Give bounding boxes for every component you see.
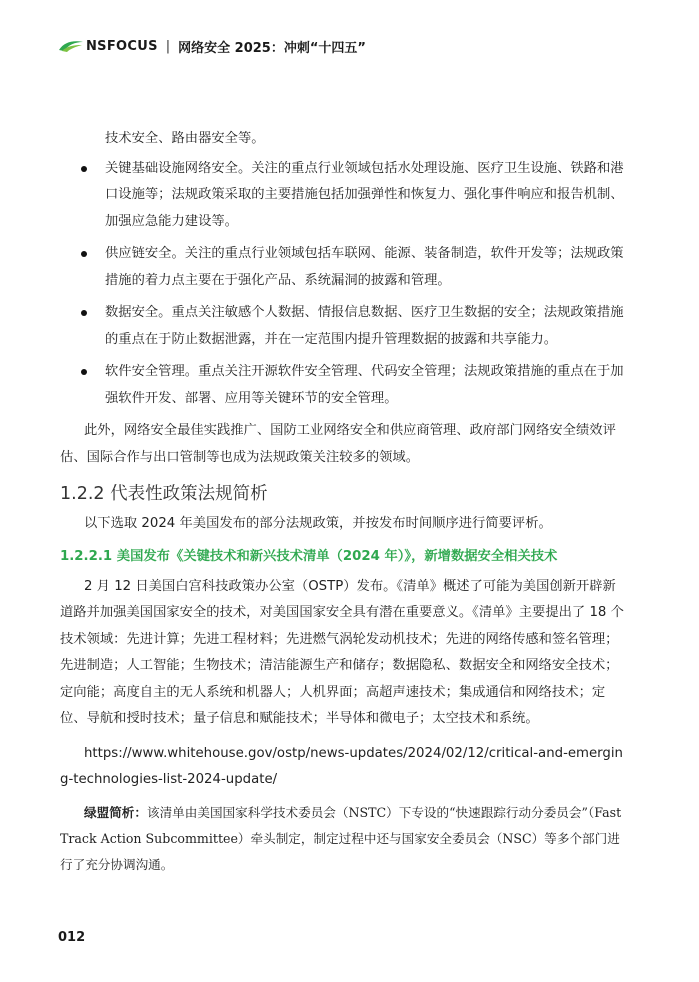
subsection-body: 2 月 12 日美国白宫科技政策办公室（OSTP）发布。《清单》概述了可能为美国创新开辟新道路并加强美国国家安全的技术，对美国国家安全具有潜在重要意义。《清单》主要提出了 18 个技术领域：先进计算；先进工程材料；先进燃气涡轮发动机技术；先进的网络传感和签名管理；先进制造；人工智能；生物技术；清洁能源生产和储存；数据隐私、数据安全和网络安全技术；定向能；高度自主的无人系统和机器人；人机界面；高超声速技术；集成通信和网络技术；定位、导航和授时技术；量子信息和赋能技术；半导体和微电子；太空技术和系统。 bbox=[60, 578, 624, 726]
comment-text: 该清单由美国国家科学技术委员会（NSTC）下专设的“快速跟踪行动分委员会”（Fast Track Action Subcommittee）牵头制定，制定过程中还与国家安全委员会（NSC）等多个部门进行了充分协调沟通。 bbox=[60, 804, 622, 872]
section-heading: 1.2.2 代表性政策法规简析 bbox=[60, 484, 268, 504]
report-title: 网络安全 2025：冲刺“十四五” bbox=[178, 40, 366, 56]
analysis-comment bbox=[60, 800, 626, 878]
list-item bbox=[60, 156, 626, 236]
bullet-text: 关键基础设施网络安全。关注的重点行业领域包括水处理设施、医疗卫生设施、铁路和港口设施等；法规政策采取的主要措施包括加强弹性和恢复力、强化事件响应和报告机制、加强应急能力建设等。 bbox=[105, 160, 624, 229]
bullet-dot-icon bbox=[81, 369, 87, 375]
section-intro: 以下选取 2024 年美国发布的部分法规政策，并按发布时间顺序进行简要评析。 bbox=[84, 516, 552, 531]
comment-label: 绿盟简析： bbox=[84, 804, 147, 820]
bullet-text: 软件安全管理。重点关注开源软件安全管理、代码安全管理；法规政策措施的重点在于加强软件开发、部署、应用等关键环节的安全管理。 bbox=[105, 364, 624, 406]
continuation-line: 技术安全、路由器安全等。 bbox=[105, 131, 265, 146]
header-separator: | bbox=[165, 38, 171, 54]
nsfocus-wing-icon bbox=[58, 39, 84, 53]
paragraph: 此外，网络安全最佳实践推广、国防工业网络安全和供应商管理、政府部门网络安全绩效评估、国际合作与出口管制等也成为法规政策关注较多的领域。 bbox=[60, 423, 616, 465]
bullet-dot-icon bbox=[81, 166, 87, 172]
bullet-text: 供应链安全。关注的重点行业领域包括车联网、能源、装备制造，软件开发等；法规政策措施的着力点主要在于强化产品、系统漏洞的披露和管理。 bbox=[105, 246, 624, 288]
list-item bbox=[60, 359, 626, 412]
bullet-text: 数据安全。重点关注敏感个人数据、情报信息数据、医疗卫生数据的安全；法规政策措施的重点在于防止数据泄露，并在一定范围内提升管理数据的披露和共享能力。 bbox=[105, 305, 624, 347]
page-header bbox=[58, 34, 366, 58]
list-item bbox=[60, 300, 626, 353]
bullet-list bbox=[60, 156, 626, 413]
nsfocus-logo bbox=[58, 39, 158, 54]
subsection-heading: 1.2.2.1 美国发布《关键技术和新兴技术清单（2024 年）》，新增数据安全相关技术 bbox=[60, 548, 558, 564]
page-number: 012 bbox=[58, 930, 86, 945]
source-url: https://www.whitehouse.gov/ostp/news-updates/2024/02/12/critical-and-emerging-technologies-list-2024-update/ bbox=[60, 745, 623, 787]
bullet-dot-icon bbox=[81, 310, 87, 316]
list-item bbox=[60, 241, 626, 294]
brand-name: NSFOCUS bbox=[86, 38, 158, 54]
page-content bbox=[60, 126, 626, 878]
bullet-dot-icon bbox=[81, 251, 87, 257]
